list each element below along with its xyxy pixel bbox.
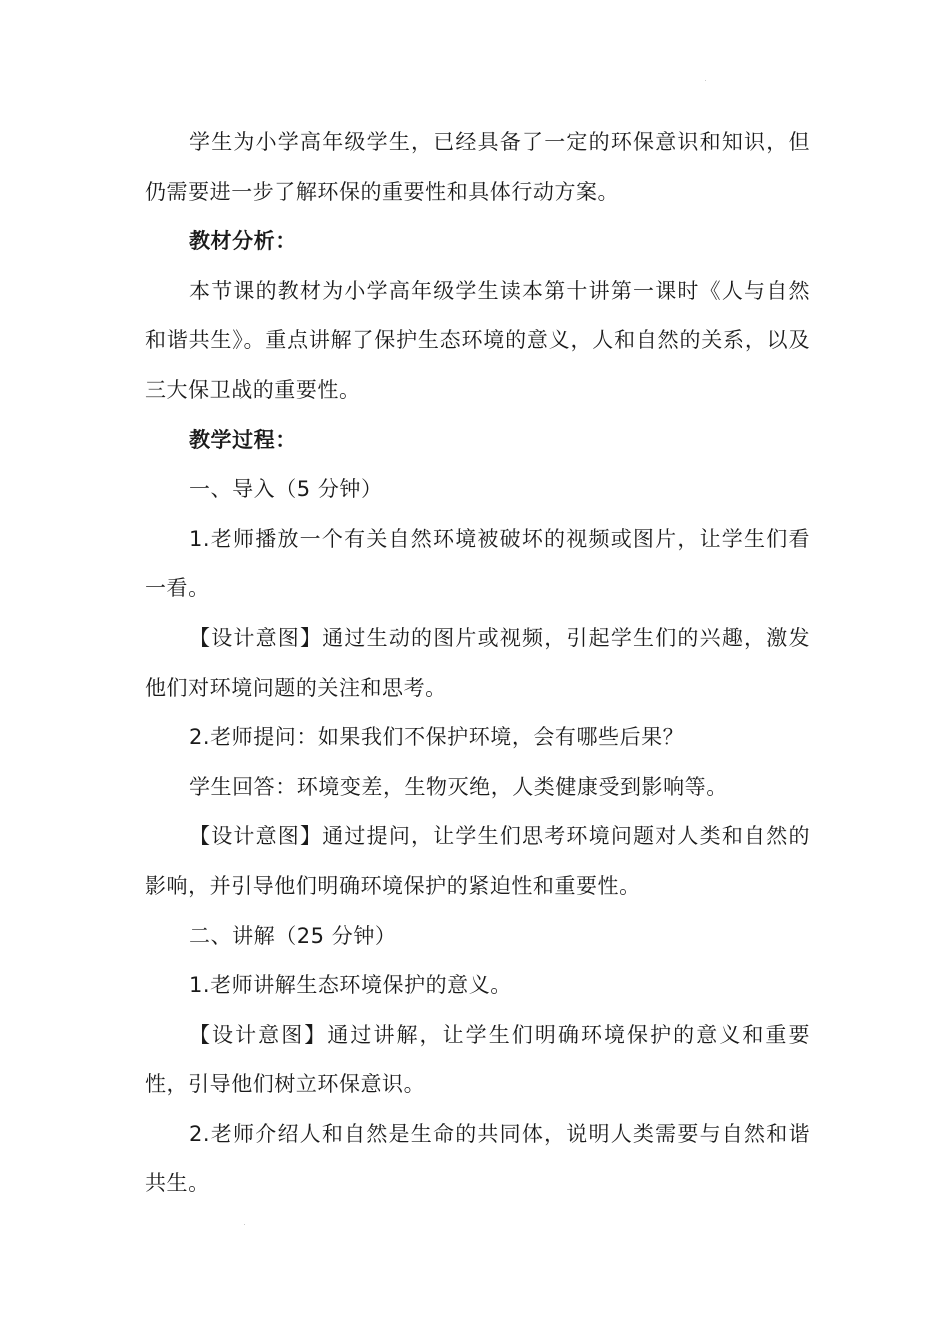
paragraph-student-analysis: 学生为小学高年级学生，已经具备了一定的环保意识和知识，但仍需要进一步了解环保的重要性和具体行动方案。 — [145, 130, 810, 204]
paragraph-design-intent-2: 【设计意图】通过提问，让学生们思考环境问题对人类和自然的影响，并引导他们明确环境保护的紧迫性和重要性。 — [145, 824, 810, 898]
section-explanation: 二、讲解（25 分钟） — [189, 923, 397, 948]
heading-textbook-analysis: 教材分析： — [189, 229, 297, 254]
paragraph-design-intent-3: 【设计意图】通过讲解，让学生们明确环境保护的意义和重要性，引导他们树立环保意识。 — [145, 1022, 810, 1097]
paragraph-textbook-analysis: 本节课的教材为小学高年级学生读本第十讲第一课时《人与自然和谐共生》。重点讲解了保护生态环境的意义，人和自然的关系，以及三大保卫战的重要性。 — [145, 278, 810, 402]
paragraph-intro-step-2: 2.老师提问：如果我们不保护环境，会有哪些后果？ — [189, 725, 685, 750]
paragraph-design-intent-1: 【设计意图】通过生动的图片或视频，引起学生们的兴趣，激发他们对环境问题的关注和思考。 — [145, 625, 810, 700]
paragraph-intro-step-1: 1.老师播放一个有关自然环境被破坏的视频或图片，让学生们看一看。 — [145, 526, 810, 601]
paragraph-explain-step-1: 1.老师讲解生态环境保护的意义。 — [189, 973, 512, 998]
document-body — [145, 118, 810, 1209]
paragraph-explain-step-2: 2.老师介绍人和自然是生命的共同体，说明人类需要与自然和谐共生。 — [145, 1121, 810, 1196]
heading-teaching-process: 教学过程： — [189, 427, 297, 452]
section-introduction: 一、导入（5 分钟） — [189, 477, 383, 502]
scan-dot-top — [705, 80, 706, 81]
scan-dot-bottom — [244, 1224, 245, 1225]
paragraph-student-answer: 学生回答：环境变差，生物灭绝，人类健康受到影响等。 — [189, 774, 728, 799]
